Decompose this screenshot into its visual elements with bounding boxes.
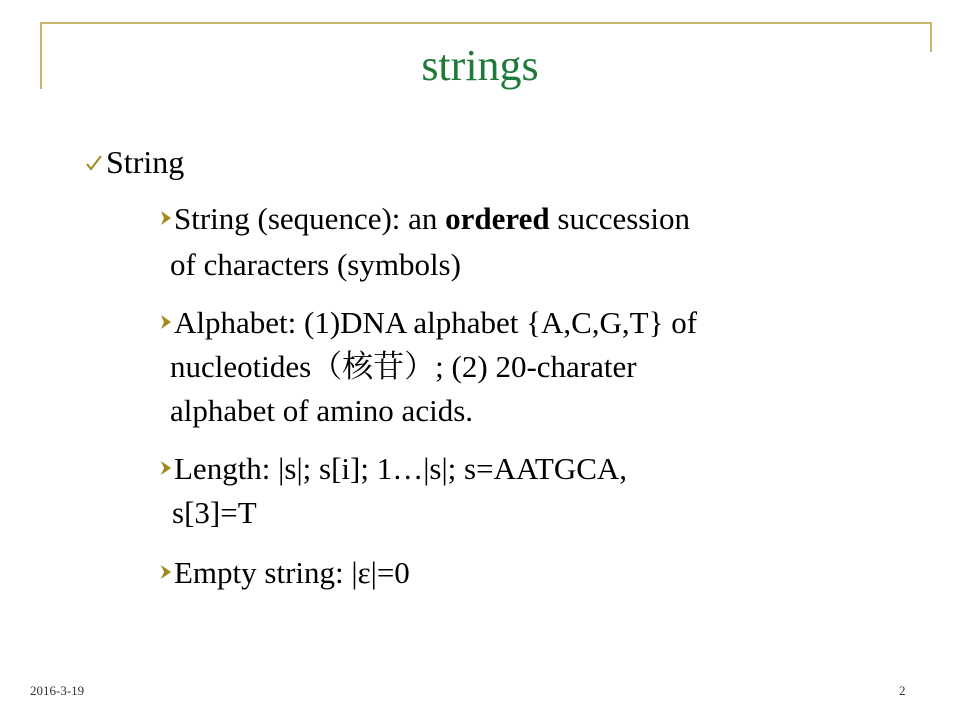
- bullet-text: of characters (symbols): [170, 247, 461, 282]
- bullet-text: String (sequence): an: [174, 201, 446, 236]
- footer-date: 2016-3-19: [30, 683, 85, 698]
- frame-top-line: [40, 22, 932, 24]
- bullet-line: [172, 492, 257, 534]
- bullet-text: Alphabet: (1)DNA alphabet {A,C,G,T} of: [174, 305, 698, 340]
- bullet-line: [174, 448, 627, 490]
- slide-title: strings: [421, 41, 539, 90]
- bullet-text: succession: [549, 201, 690, 236]
- bullet-text: alphabet of amino acids.: [170, 393, 474, 428]
- bullet-text-bold: ordered: [445, 201, 550, 236]
- bullet-line: [170, 244, 461, 286]
- bullet-text: nucleotides（核苷）; (2) 20-charater: [170, 349, 637, 384]
- bullet-line: [174, 302, 697, 344]
- bullet-text: Length: |s|; s[i]; 1…|s|; s=AATGCA,: [174, 451, 628, 486]
- bullet-line: [170, 390, 473, 432]
- arrow-right-icon: [160, 314, 172, 330]
- bullet-line: [170, 346, 637, 388]
- arrow-right-icon: [160, 210, 172, 226]
- arrow-right-icon: [160, 564, 172, 580]
- bullet-text: s[3]=T: [172, 495, 257, 530]
- check-icon: [86, 154, 102, 172]
- level1-heading: String: [106, 144, 185, 180]
- bullet-line: [174, 552, 410, 594]
- bullet-text: Empty string: |ε|=0: [174, 555, 410, 590]
- arrow-right-icon: [160, 460, 172, 476]
- footer-page-number: 2: [899, 683, 906, 698]
- bullet-line: [174, 198, 690, 240]
